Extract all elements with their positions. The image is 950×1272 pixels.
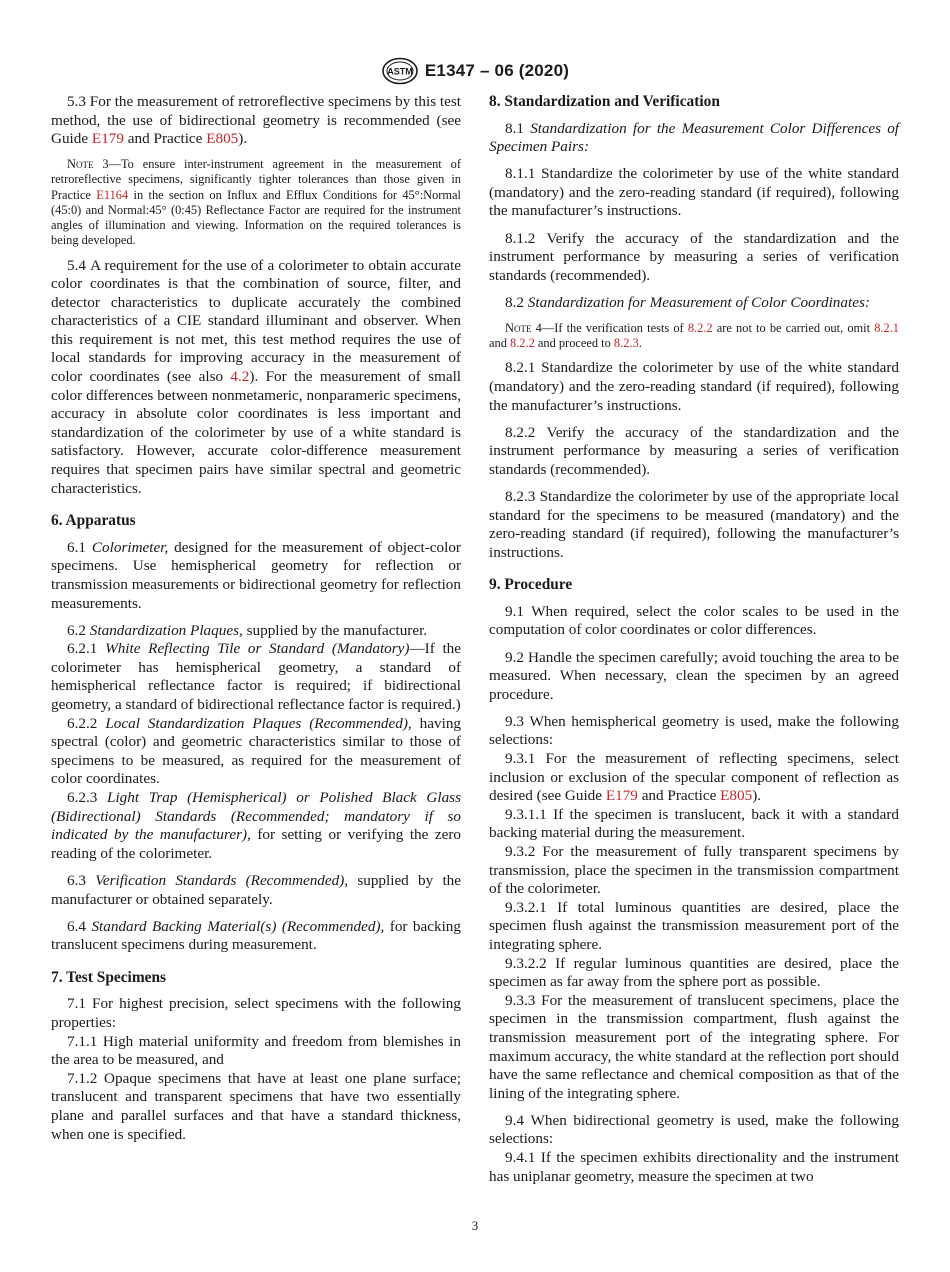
para-6-2: 6.2 Standardization Plaques, supplied by the manufacturer. xyxy=(67,621,428,639)
astm-logo-icon xyxy=(381,57,419,85)
para-8-2: 8.2 Standardization for Measurement of Color Coordinates: xyxy=(505,293,870,311)
para-6-2-3: 6.2.3 Light Trap (Hemispherical) or Polished Black Glass (Bidirectional) Standards (Recommended; mandatory if so indicated by the manufacturer), for setting or verifying the zero reading of the colorimeter. xyxy=(51,789,461,862)
link-e805[interactable]: E805 xyxy=(720,787,753,805)
link-e179[interactable]: E179 xyxy=(605,787,638,805)
para-9-3-1: 9.3.1 For the measurement of reflecting specimens, select inclusion or exclusion of the specular component of reflection as desired (see Guide E179 and Practice E805). xyxy=(489,750,899,805)
para-6-3: 6.3 Verification Standards (Recommended), supplied by the manufacturer or obtained separately. xyxy=(51,871,461,908)
para-9-3-3: 9.3.3 For the measurement of translucent specimens, place the specimen in the transmission compartment, flush against the transmission measurement port of the integrating sphere. For maximum accuracy, the white standard at the reflection port should have the same reflectance and chemical composition as that of the lining of the integrating sphere. xyxy=(489,991,899,1102)
para-8-2-1: 8.2.1 Standardize the colorimeter by use of the white standard (mandatory) and the zero-reading standard (if required), following the manufacturer’s instructions. xyxy=(489,359,899,414)
link-8-2-1[interactable]: 8.2.1 xyxy=(874,320,899,335)
para-6-4: 6.4 Standard Backing Material(s) (Recommended), for backing translucent specimens during measurement. xyxy=(51,917,461,954)
para-8-1-2: 8.1.2 Verify the accuracy of the standardization and the instrument performance by measuring a series of verification standards (recommended). xyxy=(489,229,899,284)
para-9-3-2: 9.3.2 For the measurement of fully transparent specimens by transmission, place the specimen in the transmission compartment of the colorimeter. xyxy=(489,843,899,898)
section-8-heading: 8. Standardization and Verification xyxy=(489,93,720,110)
para-9-3-1-1: 9.3.1.1 If the specimen is translucent, back it with a standard backing material during the measurement. xyxy=(489,805,900,842)
page-header xyxy=(0,56,950,86)
para-8-1-1: 8.1.1 Standardize the colorimeter by use of the white standard (mandatory) and the zero-reading standard (if required), following the manufacturer’s instructions. xyxy=(489,165,899,220)
para-9-3-2-1: 9.3.2.1 If total luminous quantities are desired, place the specimen flush against the transmission measurement port of the integrating sphere. xyxy=(489,898,899,953)
link-e805[interactable]: E805 xyxy=(206,130,239,148)
para-5-4: 5.4 A requirement for the use of a colorimeter to obtain accurate color coordinates is that the combination of source, filter, and detector characteristics to duplicate accurately the combined characteristics of a CIE standard illuminant and observer. When this requirement is not met, this test method requires the use of local standards for improving accuracy in the measurement of color coordinates (see also 4.2). For the measurement of small color differences between nonmetameric, nonparameric specimens, accuracy in absolute color coordinates is less important and standardization of the colorimeter by use of a white standard is satisfactory. However, accurate color-difference measurement requires that specimen pairs have similar spectral and geometric characteristics. xyxy=(51,256,462,497)
para-8-1: 8.1 Standardization for the Measurement Color Differences of Specimen Pairs: xyxy=(489,119,900,156)
section-7-heading: 7. Test Specimens xyxy=(51,968,167,986)
section-6-heading: 6. Apparatus xyxy=(51,512,136,530)
para-9-2: 9.2 Handle the specimen carefully; avoid touching the area to be measured. When necessary, clean the specimen by an agreed procedure. xyxy=(489,648,900,703)
note-4: Note 4—If the verification tests of 8.2.2 are not to be carried out, omit 8.2.1 and 8.2.2 and proceed to 8.2.3. xyxy=(489,320,899,351)
para-7-1-2: 7.1.2 Opaque specimens that have at least one plane surface; translucent and transparent specimens that have two essentially plane and parallel surfaces and that have a standard thickness, when one is specified. xyxy=(51,1069,462,1143)
para-8-2-2: 8.2.2 Verify the accuracy of the standardization and the instrument performance by measuring a series of verification standards (recommended). xyxy=(489,423,899,478)
page-number: 3 xyxy=(471,1218,479,1233)
para-8-2-3: 8.2.3 Standardize the colorimeter by use of the appropriate local standard for the specimens to be measured (mandatory) and the zero-reading standard (if required), following the manufacturer’s instructions. xyxy=(489,487,900,561)
para-9-3: 9.3 When hemispherical geometry is used, make the following selections: xyxy=(489,712,899,749)
para-9-4-1: 9.4.1 If the specimen exhibits directionality and the instrument has uniplanar geometry, measure the specimen at two xyxy=(489,1149,899,1185)
link-8-2-3[interactable]: 8.2.3 xyxy=(613,336,639,351)
document-designation: E1347 – 06 (2020) xyxy=(424,61,570,80)
para-9-1: 9.1 When required, select the color scales to be used in the computation of color coordinates or color differences. xyxy=(489,602,899,639)
para-5-3: 5.3 For the measurement of retroreflective specimens by this test method, the use of bidirectional geometry is recommended (see Guide E179 and Practice E805). xyxy=(51,93,461,148)
para-6-1: 6.1 Colorimeter, designed for the measurement of object-color specimens. Use hemispherical geometry for reflection or transmission measurements or bidirectional geometry for reflection measurements. xyxy=(51,538,461,612)
para-7-1: 7.1 For highest precision, select specimens with the following properties: xyxy=(51,995,461,1031)
link-8-2-2[interactable]: 8.2.2 xyxy=(687,320,713,335)
para-6-2-1: 6.2.1 White Reflecting Tile or Standard (Mandatory)—If the colorimeter has hemispherical geometry, a standard of hemispherical reflectance factor is required; if bidirectional geometry, a standard of bidirectional reflectance factor is required.) xyxy=(51,640,462,714)
link-e1164[interactable]: E1164 xyxy=(96,187,129,202)
link-8-2-2[interactable]: 8.2.2 xyxy=(510,336,535,351)
para-7-1-1: 7.1.1 High material uniformity and freedom from blemishes in the area to be measured, and xyxy=(51,1032,462,1069)
right-column xyxy=(489,93,899,1186)
para-6-2-2: 6.2.2 Local Standardization Plaques (Recommended), having spectral (color) and geometric characteristics similar to those of specimens to be measured, as required for the measurement of color coordinates. xyxy=(51,714,462,788)
astm-logo-text: ASTM xyxy=(387,66,413,77)
link-4-2[interactable]: 4.2 xyxy=(230,368,250,386)
note-3: Note 3—To ensure inter-instrument agreement in the measurement of retroreflective specimens, significantly tighter tolerances than those given in Practice E1164 in the section on Influx and Efflux Conditions for 45°:Normal (45:0) and Normal:45° (0:45) Reflectance Factor are required for the instrument angles of illumination and viewing. Information on the required tolerances is being developed. xyxy=(51,157,462,248)
section-9-heading: 9. Procedure xyxy=(489,576,573,594)
para-9-3-2-2: 9.3.2.2 If regular luminous quantities are desired, place the specimen as far away from the sphere port as possible. xyxy=(489,954,899,991)
para-9-4: 9.4 When bidirectional geometry is used, make the following selections: xyxy=(489,1111,899,1148)
left-column xyxy=(51,93,461,1153)
link-e179[interactable]: E179 xyxy=(91,130,124,148)
